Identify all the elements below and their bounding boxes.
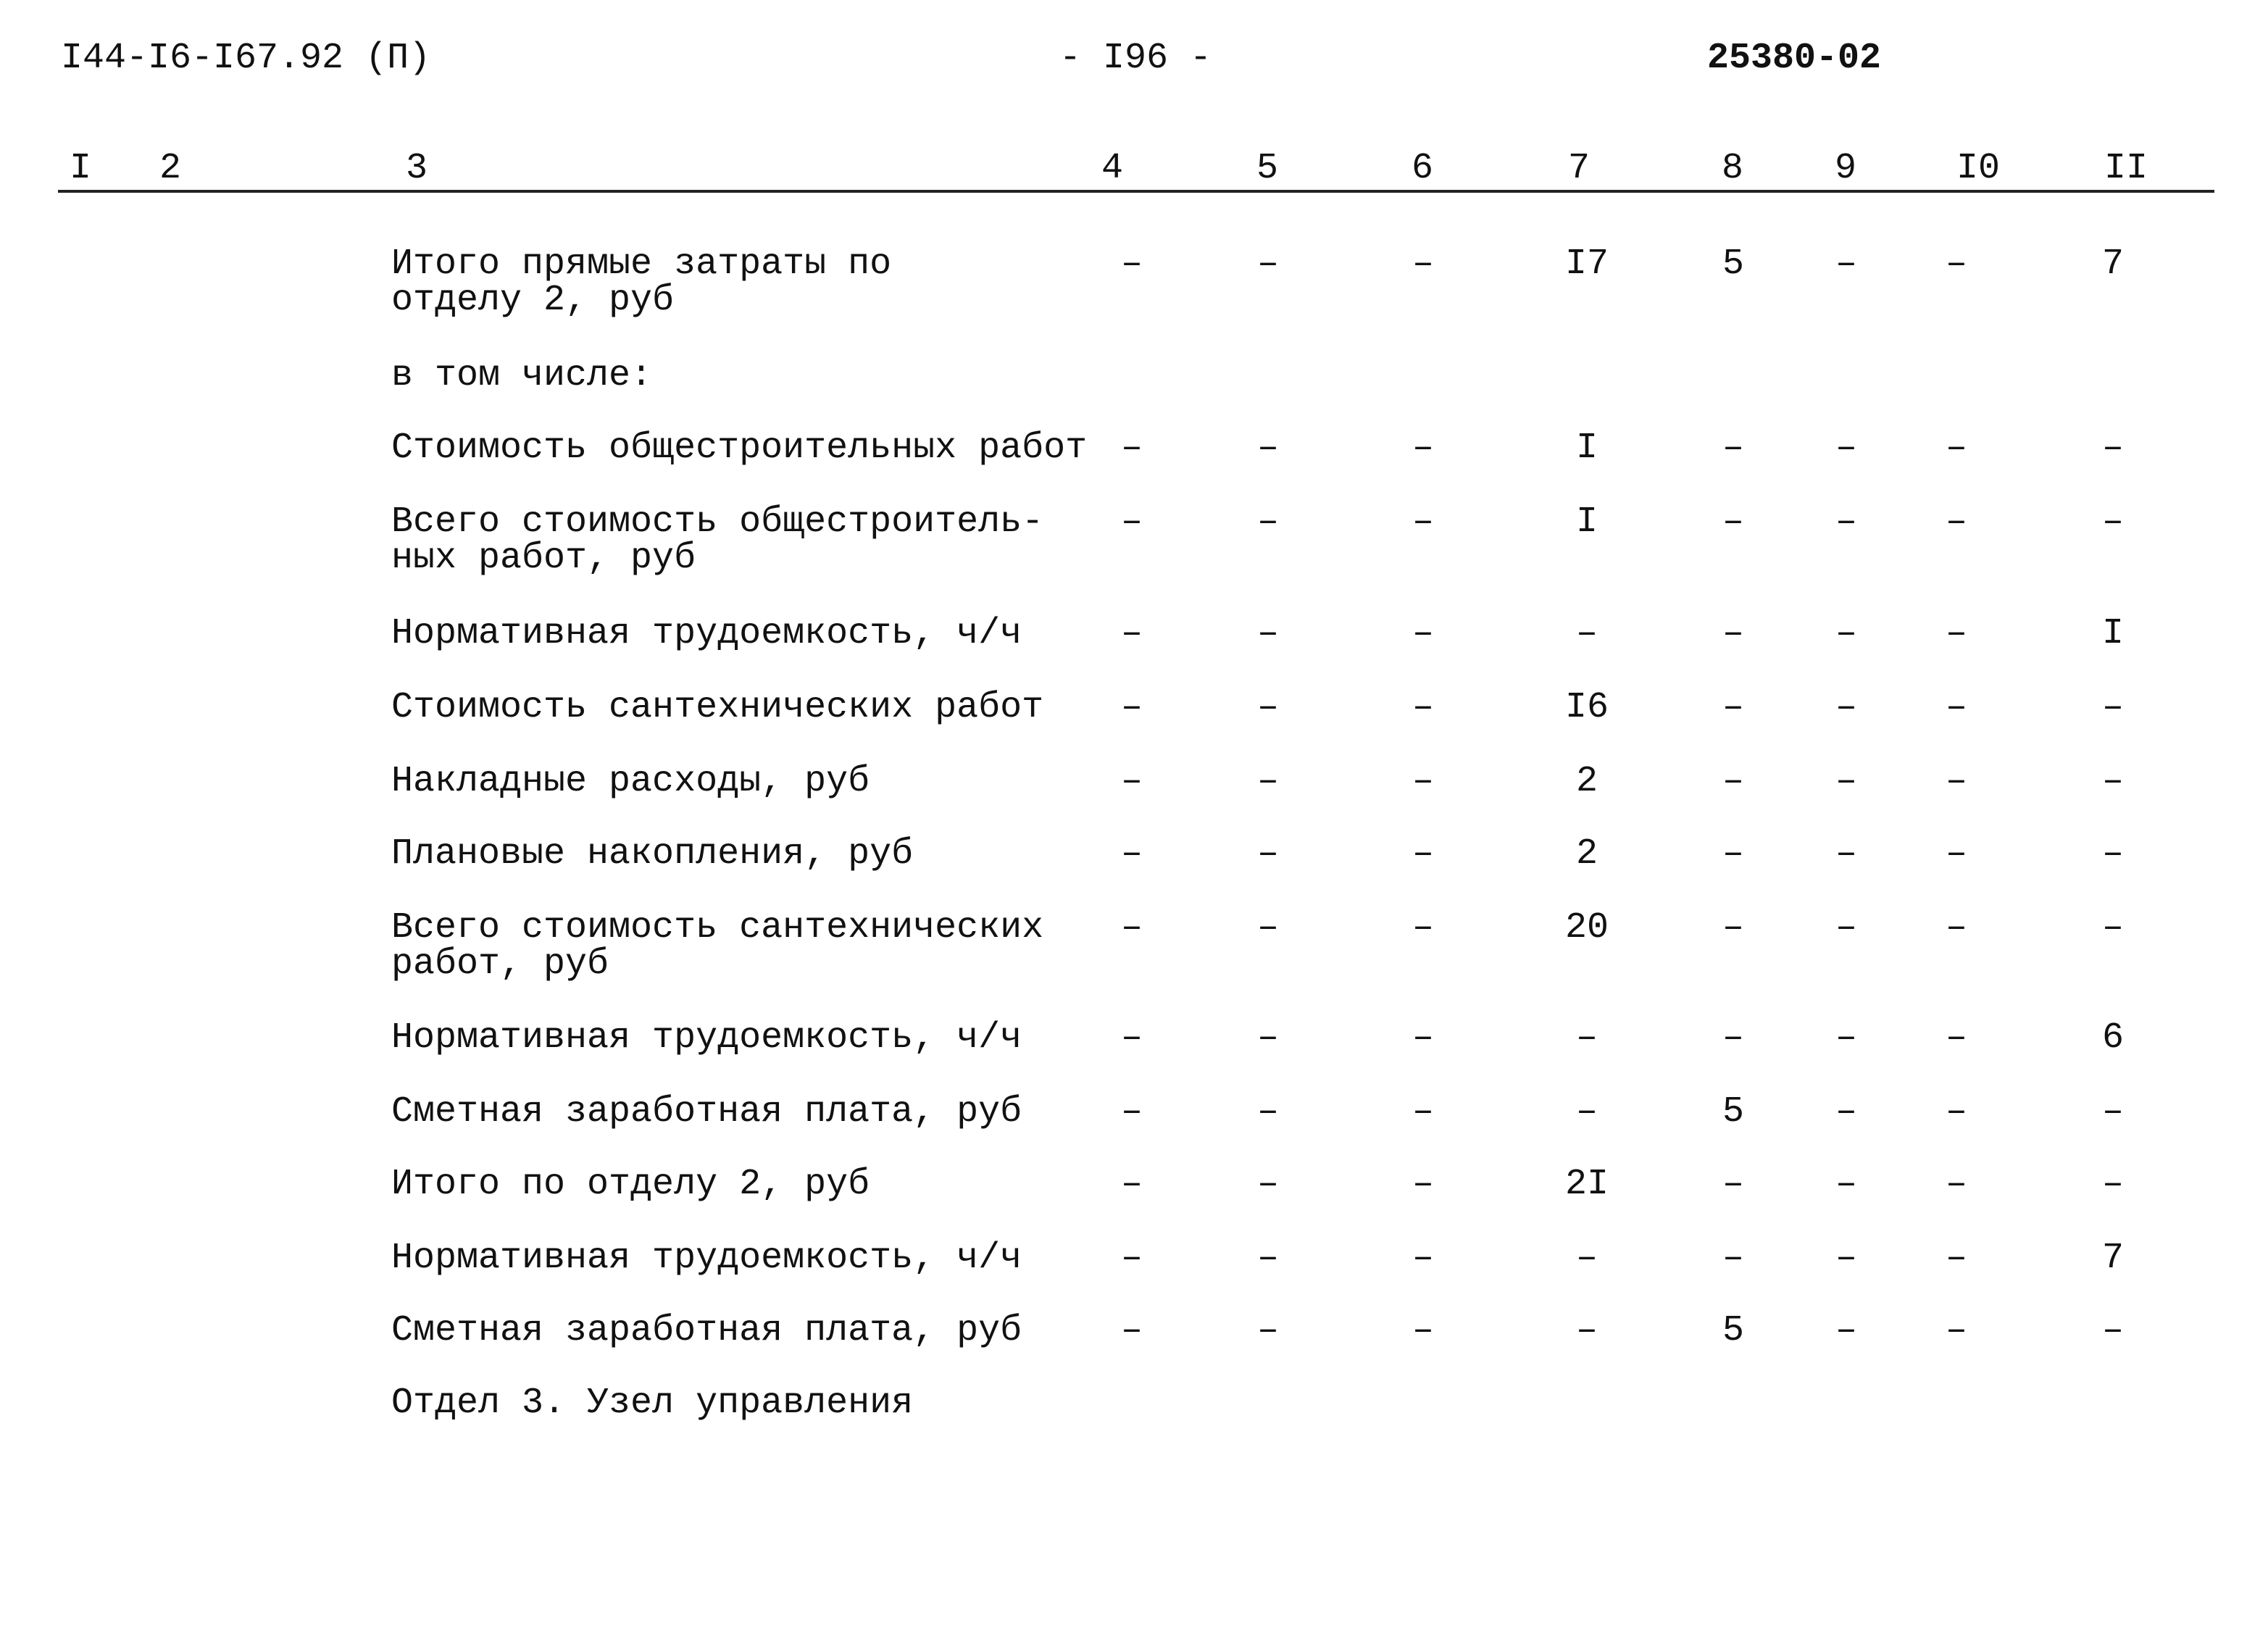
cell-col-5: –: [1256, 613, 1279, 654]
cell-col-11: –: [2101, 1164, 2124, 1205]
cell-col-7: I7: [1564, 243, 1609, 285]
cell-col-7: 2: [1575, 761, 1598, 802]
cell-col-4: –: [1120, 501, 1143, 543]
cell-col-9: –: [1835, 1091, 1857, 1133]
cell-col-6: –: [1412, 1017, 1434, 1059]
page-number: - I96 -: [1059, 38, 1212, 79]
row-label: Нормативная трудоемкость, ч/ч: [391, 1238, 1022, 1279]
cell-col-10: –: [1945, 1091, 1967, 1133]
cell-col-11: –: [2101, 1091, 2124, 1133]
cell-col-8: –: [1722, 833, 1744, 875]
cell-col-11: 7: [2101, 1238, 2124, 1279]
row-label: Нормативная трудоемкость, ч/ч: [391, 1017, 1022, 1059]
cell-col-7: –: [1575, 1091, 1598, 1133]
cell-col-8: –: [1722, 501, 1744, 543]
cell-col-9: –: [1835, 833, 1857, 875]
cell-col-5: –: [1256, 428, 1279, 469]
cell-col-5: –: [1256, 1238, 1279, 1279]
cell-col-8: –: [1722, 761, 1744, 802]
cell-col-9: –: [1835, 243, 1857, 285]
cell-col-11: 6: [2101, 1017, 2124, 1059]
cell-col-5: –: [1256, 907, 1279, 948]
cell-col-6: –: [1412, 1310, 1434, 1351]
column-number: 7: [1568, 148, 1590, 189]
row-label: Итого по отделу 2, руб: [391, 1164, 870, 1205]
document-code: I44-I6-I67.92 (П): [61, 38, 431, 79]
reference-number: 25380-02: [1707, 38, 1882, 79]
cell-col-11: –: [2101, 687, 2124, 728]
cell-col-7: 2: [1575, 833, 1598, 875]
cell-col-11: –: [2101, 833, 2124, 875]
cell-col-4: –: [1120, 687, 1143, 728]
cell-col-9: –: [1835, 501, 1857, 543]
cell-col-8: –: [1722, 613, 1744, 654]
cell-col-7: –: [1575, 1310, 1598, 1351]
cell-col-8: –: [1722, 1164, 1744, 1205]
cell-col-4: –: [1120, 428, 1143, 469]
cell-col-5: –: [1256, 501, 1279, 543]
cell-col-4: –: [1120, 1238, 1143, 1279]
cell-col-6: –: [1412, 501, 1434, 543]
cell-col-8: 5: [1722, 1091, 1744, 1133]
column-number: 3: [406, 148, 428, 189]
cell-col-8: –: [1722, 428, 1744, 469]
cell-col-10: –: [1945, 613, 1967, 654]
row-label: в том числе:: [391, 355, 653, 396]
cell-col-10: –: [1945, 1164, 1967, 1205]
header-rule: [58, 190, 2214, 193]
cell-col-4: –: [1120, 1091, 1143, 1133]
column-number: 8: [1722, 148, 1744, 189]
cell-col-10: –: [1945, 243, 1967, 285]
cell-col-9: –: [1835, 428, 1857, 469]
cell-col-6: –: [1412, 428, 1434, 469]
column-number: II: [2104, 148, 2148, 189]
row-label: Нормативная трудоемкость, ч/ч: [391, 613, 1022, 654]
cell-col-11: 7: [2101, 243, 2124, 285]
cell-col-6: –: [1412, 687, 1434, 728]
row-label: Всего стоимость общестроитель- ных работ, руб: [391, 501, 1044, 579]
row-label: Стоимость общестроительных работ: [391, 428, 1088, 469]
column-number: 6: [1412, 148, 1434, 189]
cell-col-9: –: [1835, 1017, 1857, 1059]
cell-col-4: –: [1120, 833, 1143, 875]
cell-col-10: –: [1945, 1310, 1967, 1351]
cell-col-4: –: [1120, 1164, 1143, 1205]
cell-col-9: –: [1835, 1238, 1857, 1279]
row-label: Отдел 3. Узел управления: [391, 1383, 914, 1424]
cell-col-10: –: [1945, 1238, 1967, 1279]
cell-col-9: –: [1835, 687, 1857, 728]
cell-col-8: –: [1722, 687, 1744, 728]
cell-col-9: –: [1835, 1310, 1857, 1351]
cell-col-5: –: [1256, 1017, 1279, 1059]
cell-col-5: –: [1256, 1091, 1279, 1133]
cell-col-8: 5: [1722, 243, 1744, 285]
row-label: Всего стоимость сантехнических работ, руб: [391, 907, 1044, 985]
cell-col-6: –: [1412, 1238, 1434, 1279]
column-number: I: [70, 148, 92, 189]
cell-col-6: –: [1412, 613, 1434, 654]
cell-col-4: –: [1120, 613, 1143, 654]
cell-col-9: –: [1835, 907, 1857, 948]
row-label: Плановые накопления, руб: [391, 833, 914, 875]
cell-col-6: –: [1412, 1091, 1434, 1133]
cell-col-10: –: [1945, 428, 1967, 469]
cell-col-6: –: [1412, 907, 1434, 948]
cell-col-10: –: [1945, 833, 1967, 875]
cell-col-4: –: [1120, 907, 1143, 948]
cell-col-4: –: [1120, 1310, 1143, 1351]
cell-col-7: –: [1575, 1238, 1598, 1279]
cell-col-7: –: [1575, 1017, 1598, 1059]
cell-col-7: I: [1575, 501, 1598, 543]
cell-col-7: I: [1575, 428, 1598, 469]
cell-col-11: I: [2101, 613, 2124, 654]
cell-col-11: –: [2101, 907, 2124, 948]
column-number: 5: [1256, 148, 1279, 189]
row-label: Итого прямые затраты по отделу 2, руб: [391, 243, 892, 321]
cell-col-5: –: [1256, 761, 1279, 802]
cell-col-5: –: [1256, 833, 1279, 875]
cell-col-11: –: [2101, 428, 2124, 469]
cell-col-9: –: [1835, 613, 1857, 654]
cell-col-6: –: [1412, 833, 1434, 875]
cell-col-6: –: [1412, 1164, 1434, 1205]
cell-col-5: –: [1256, 243, 1279, 285]
cell-col-8: –: [1722, 1017, 1744, 1059]
row-label: Накладные расходы, руб: [391, 761, 870, 802]
cell-col-11: –: [2101, 1310, 2124, 1351]
column-number: I0: [1956, 148, 2001, 189]
column-number: 9: [1835, 148, 1857, 189]
cell-col-8: –: [1722, 907, 1744, 948]
cell-col-6: –: [1412, 761, 1434, 802]
cell-col-8: –: [1722, 1238, 1744, 1279]
cell-col-8: 5: [1722, 1310, 1744, 1351]
cell-col-4: –: [1120, 761, 1143, 802]
cell-col-7: –: [1575, 613, 1598, 654]
cell-col-7: 20: [1564, 907, 1609, 948]
row-label: Стоимость сантехнических работ: [391, 687, 1044, 728]
cell-col-4: –: [1120, 243, 1143, 285]
cell-col-10: –: [1945, 907, 1967, 948]
cell-col-10: –: [1945, 1017, 1967, 1059]
cell-col-5: –: [1256, 1310, 1279, 1351]
cell-col-9: –: [1835, 761, 1857, 802]
cell-col-5: –: [1256, 687, 1279, 728]
row-label: Сметная заработная плата, руб: [391, 1091, 1022, 1133]
cell-col-11: –: [2101, 501, 2124, 543]
cell-col-10: –: [1945, 501, 1967, 543]
cell-col-11: –: [2101, 761, 2124, 802]
cell-col-10: –: [1945, 761, 1967, 802]
cell-col-6: –: [1412, 243, 1434, 285]
row-label: Сметная заработная плата, руб: [391, 1310, 1022, 1351]
cell-col-9: –: [1835, 1164, 1857, 1205]
column-number: 4: [1101, 148, 1124, 189]
cell-col-7: I6: [1564, 687, 1609, 728]
cell-col-4: –: [1120, 1017, 1143, 1059]
cell-col-5: –: [1256, 1164, 1279, 1205]
column-number: 2: [159, 148, 182, 189]
cell-col-7: 2I: [1564, 1164, 1609, 1205]
cell-col-10: –: [1945, 687, 1967, 728]
